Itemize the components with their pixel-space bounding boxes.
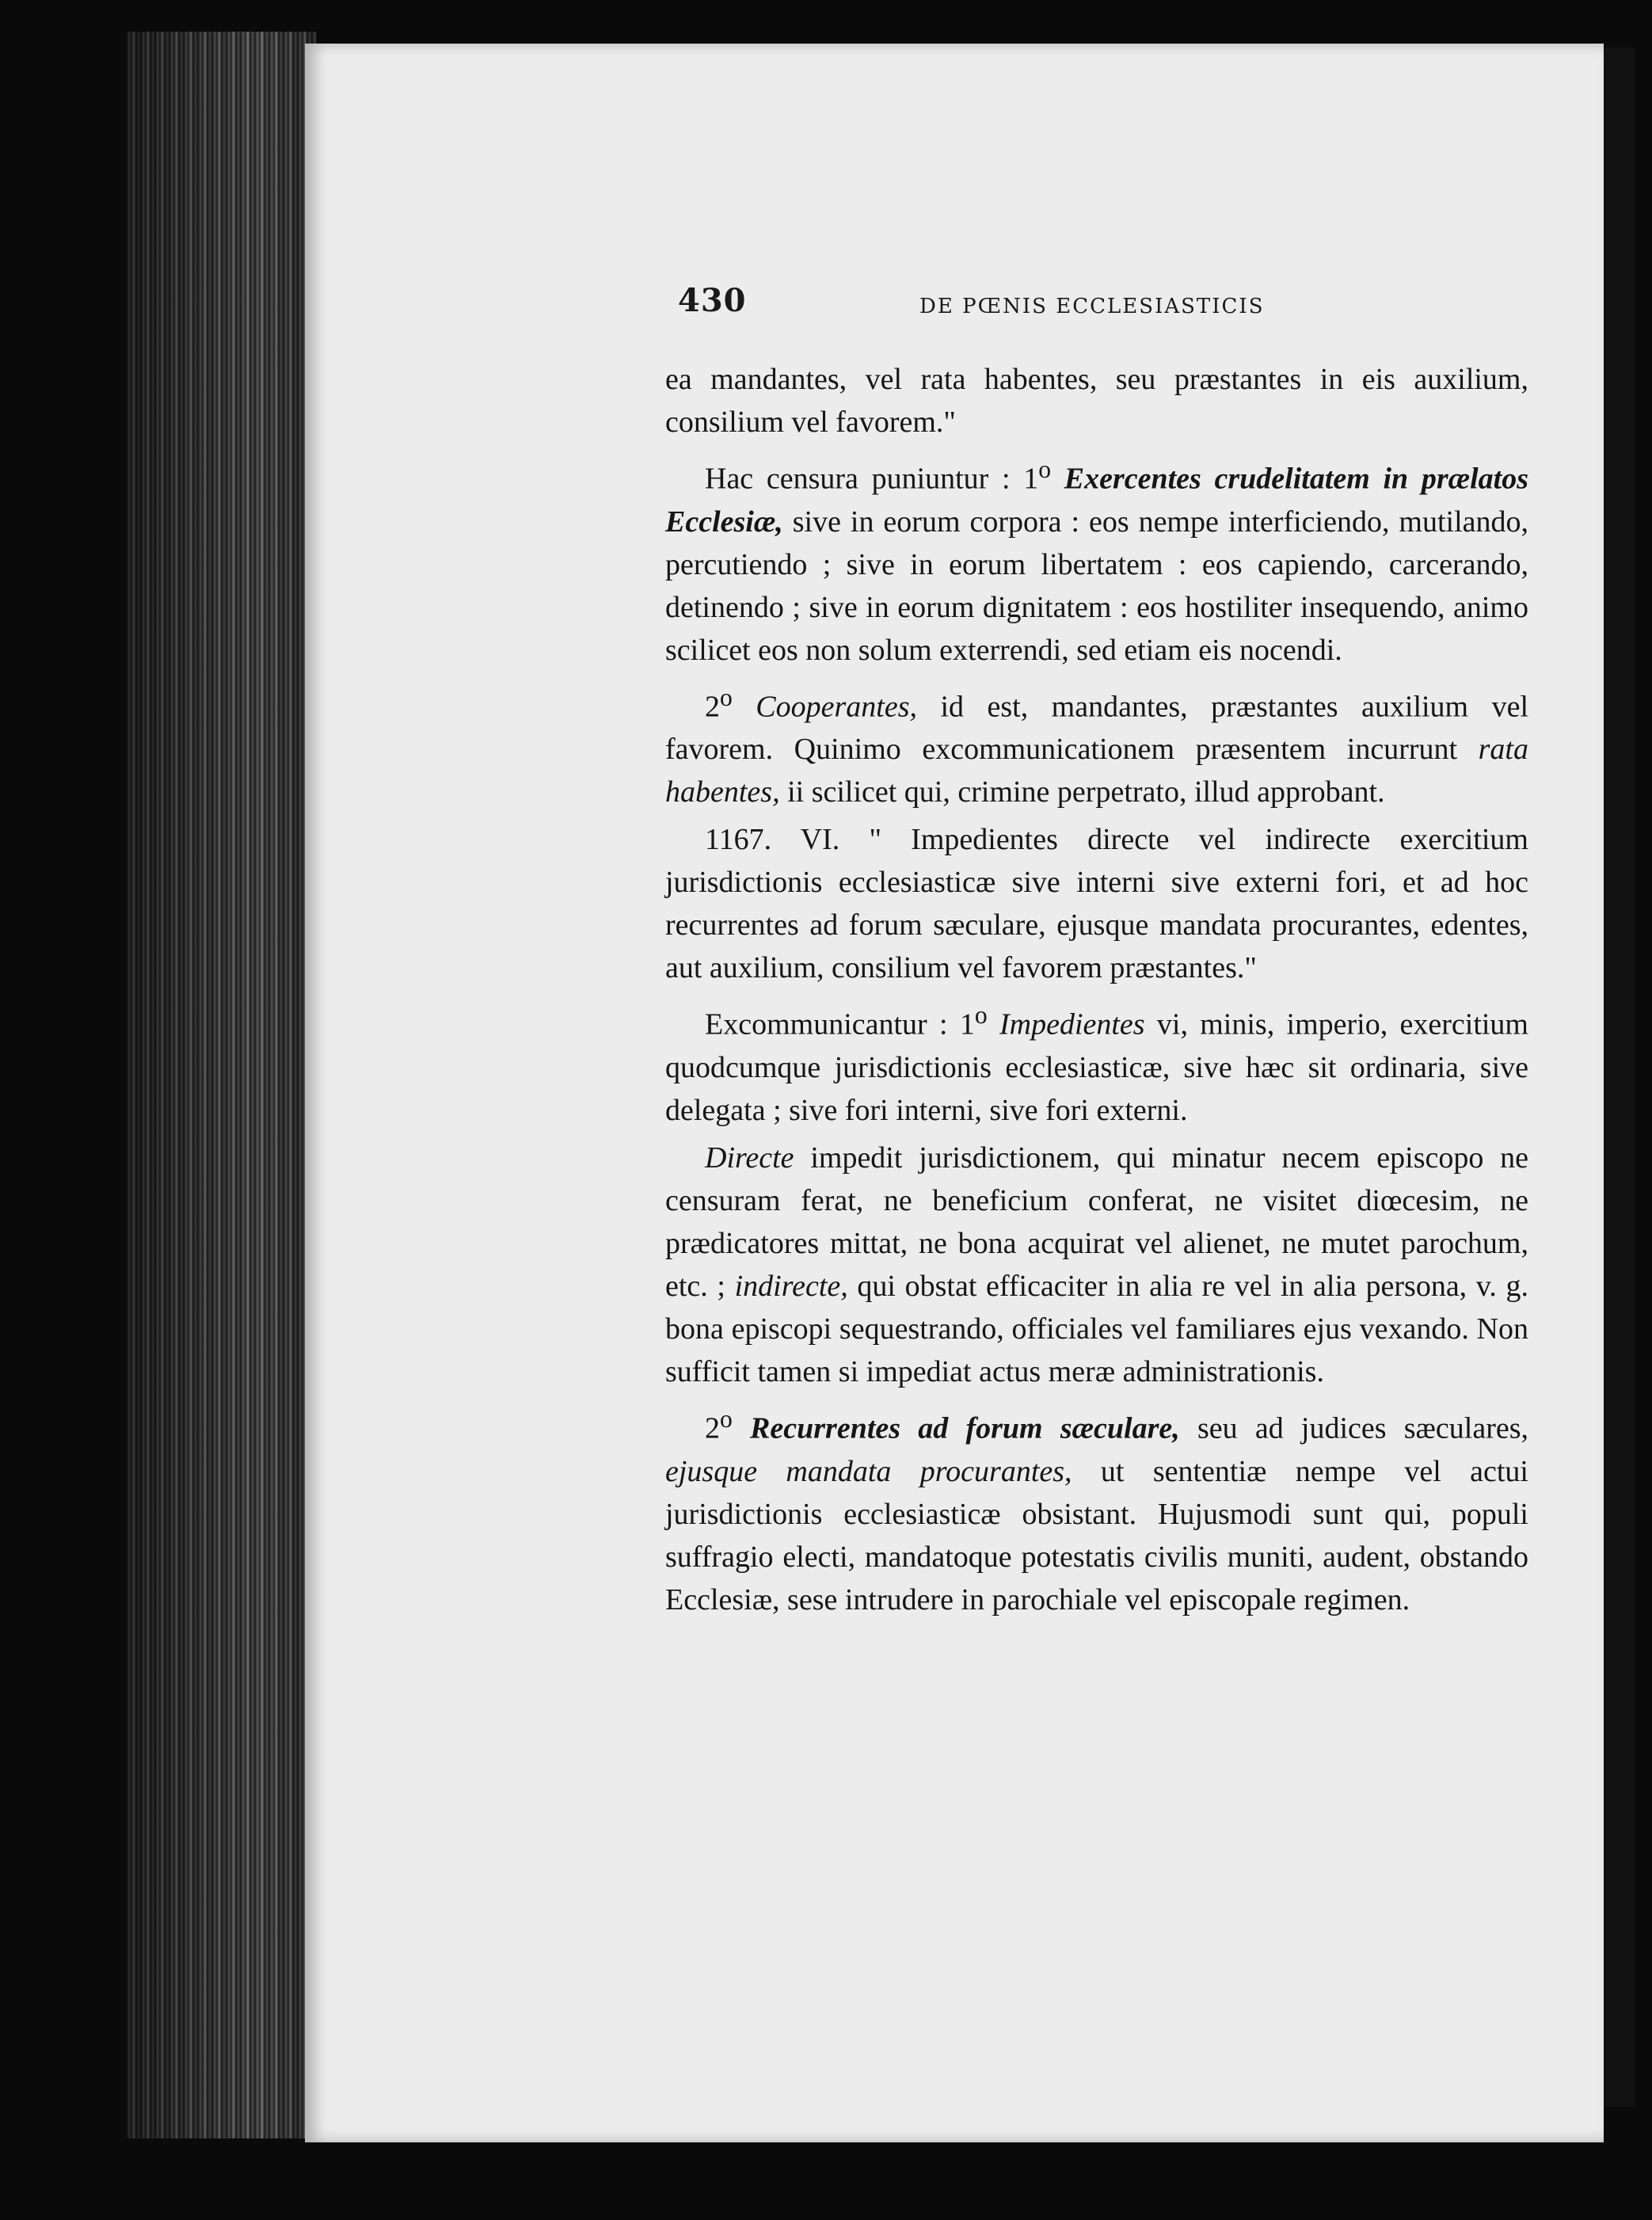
paragraph-text: qui obstat efficaciter in alia re vel in alia persona, v. g. bona episcopi sequestrando, officiales vel familiares ejus vexando. Non sufficit tamen si impediat actus meræ administrationis. (665, 1269, 1528, 1388)
paragraph-lead: 2 (705, 690, 720, 724)
emphasis-term: ejusque mandata procurantes, (665, 1454, 1072, 1488)
book-edge-shadow (127, 32, 317, 2138)
paragraph-text: ii scilicet qui, crimine perpetrato, illud approbant. (779, 775, 1385, 809)
running-title: DE PŒNIS ECCLESIASTICIS (919, 295, 1265, 318)
paragraph-text: sive in eorum corpora : eos nempe interficiendo, mutilando, percutiendo ; sive in eorum libertatem : eos capiendo, carcerando, detinendo ; sive in eorum dignitatem : eos hostiliter insequendo, animo scilicet eos non solum exterrendi, sed etiam eis nocendi. (665, 505, 1528, 667)
body-text (665, 358, 1528, 1626)
emphasis-term: indirecte, (734, 1269, 848, 1303)
emphasis-term: rata habentes, (665, 733, 1528, 809)
emphasis-term: Cooperantes, (732, 690, 918, 724)
ordinal-mark: o (720, 1404, 733, 1433)
paragraph-excommunicantur (665, 994, 1528, 1132)
page-number: 430 (678, 282, 747, 319)
paragraph-lead: 2 (705, 1411, 720, 1445)
paragraph-directe (665, 1137, 1528, 1393)
ordinal-mark: o (720, 683, 733, 711)
paragraph-lead: Hac censura puniuntur : 1 (705, 462, 1039, 496)
paragraph-continuation: ea mandantes, vel rata habentes, seu præstantes in eis auxilium, consilium vel favorem." (665, 363, 1528, 439)
paragraph-text: vi, minis, imperio, exercitium quodcumque jurisdictionis ecclesiasticæ, sive hæc sit ordinaria, sive delegata ; sive fori interni, sive fori externi. (665, 1007, 1528, 1127)
emphasis-term: Exercentes crudelitatem in prælatos Ecclesiæ, (665, 462, 1528, 539)
page-header (678, 282, 1533, 329)
paragraph-1167: 1167. VI. " Impedientes directe vel indirecte exercitium jurisdictionis ecclesiasticæ sive interni sive externi fori, et ad hoc recurrentes ad forum sæculare, ejusque mandata procurantes, edentes, aut auxilium, consilium vel favorem præstantes." (665, 823, 1528, 985)
paragraph-text: ut sententiæ nempe vel actui jurisdictionis ecclesiasticæ obsistant. Hujusmodi sunt qui, populi suffragio electi, mandatoque potestatis civilis muniti, audent, obstando Ecclesiæ, sese intrudere in parochiale vel episcopale regimen. (665, 1454, 1528, 1616)
ordinal-mark: o (974, 1001, 988, 1030)
ordinal-mark: o (1038, 455, 1052, 483)
paragraph-hac-censura (665, 448, 1528, 672)
emphasis-term: Recurrentes ad forum sæculare, (732, 1411, 1180, 1445)
paragraph-recurrentes (665, 1398, 1528, 1621)
paragraph-lead: Excommunicantur : 1 (705, 1007, 975, 1041)
paragraph-text: seu ad judices sæculares, (1179, 1411, 1529, 1445)
paragraph-text: impedit jurisdictionem, qui minatur necem episcopo ne censuram ferat, ne beneficium conferat, ne visitet diœcesim, ne prædicatores mittat, ne bona acquirat vel alienet, ne mutet parochum, etc. ; (665, 1140, 1528, 1303)
paragraph-cooperantes (665, 676, 1528, 814)
right-binding-edge (1604, 48, 1635, 2107)
paragraph-text: id est, mandantes, præstantes auxilium vel favorem. Quinimo excommunicationem præsentem incurrunt (665, 690, 1529, 767)
emphasis-term: Directe (705, 1140, 794, 1175)
emphasis-term: Impedientes (987, 1007, 1145, 1041)
